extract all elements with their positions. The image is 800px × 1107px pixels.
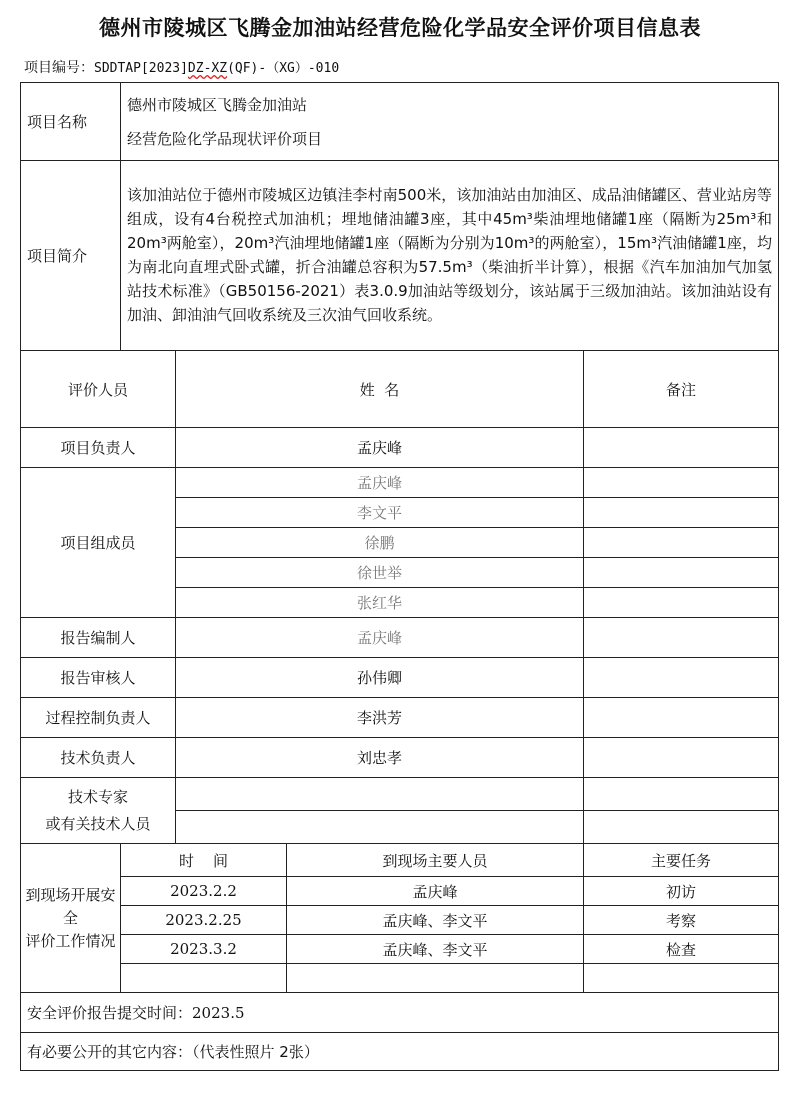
site-work-time: 2023.2.25	[121, 906, 287, 935]
site-work-row	[21, 877, 779, 906]
team-member: 徐世举	[176, 558, 584, 588]
info-table	[20, 82, 779, 1071]
site-work-header-time: 时 间	[121, 844, 287, 877]
team-member-remark	[584, 498, 779, 528]
site-work-time: 2023.3.2	[121, 935, 287, 964]
site-work-header-task: 主要任务	[584, 844, 779, 877]
team-member: 孟庆峰	[176, 468, 584, 498]
project-intro-label: 项目简介	[21, 161, 121, 351]
project-leader-name: 孟庆峰	[176, 428, 584, 468]
personnel-header-role: 评价人员	[21, 351, 176, 428]
site-work-row	[21, 906, 779, 935]
other-content-row	[21, 1033, 779, 1071]
tech-lead-row	[21, 738, 779, 778]
experts-row	[21, 778, 779, 811]
team-member: 徐鹏	[176, 528, 584, 558]
tech-lead-label: 技术负责人	[21, 738, 176, 778]
team-row	[21, 468, 779, 498]
team-member: 张红华	[176, 588, 584, 618]
team-label: 项目组成员	[21, 468, 176, 618]
site-work-header-people: 到现场主要人员	[287, 844, 584, 877]
site-work-time: 2023.2.2	[121, 877, 287, 906]
site-work-row	[21, 964, 779, 993]
experts-remark	[584, 811, 779, 844]
project-name-line2: 经营危险化学品现状评价项目	[127, 129, 323, 148]
team-member-remark	[584, 588, 779, 618]
site-work-people: 孟庆峰	[287, 877, 584, 906]
site-work-task: 初访	[584, 877, 779, 906]
project-leader-remark	[584, 428, 779, 468]
team-member-remark	[584, 468, 779, 498]
team-member: 李文平	[176, 498, 584, 528]
experts-label-line2: 或有关技术人员	[45, 814, 151, 833]
project-intro-text: 该加油站位于德州市陵城区边镇洼李村南500米，该加油站由加油区、成品油储罐区、营业站房等组成，设有4台税控式加油机；埋地储油罐3座，其中45m³柴油埋地储罐1座（隔断为25m³和20m³两舱室），20m³汽油埋地储罐1座（隔断为分别为10m³的两舱室），15m³汽油储罐1座，均为南北向直埋式卧式罐，折合油罐总容积为57.5m³（柴油折半计算），根据《汽车加油加气加氢站技术标准》（GB50156-2021）表3.0.9加油站等级划分，该站属于三级加油站。该加油站设有加油、卸油油气回收系统及三次油气回收系统。	[121, 161, 779, 351]
experts-name	[176, 811, 584, 844]
process-control-name: 李洪芳	[176, 698, 584, 738]
site-work-label-line1: 到现场开展安全	[25, 885, 116, 927]
submission-label: 安全评价报告提交时间：	[27, 1004, 193, 1022]
report-reviewer-name: 孙伟卿	[176, 658, 584, 698]
tech-lead-name: 刘忠孝	[176, 738, 584, 778]
site-work-people: 孟庆峰、李文平	[287, 935, 584, 964]
report-author-label: 报告编制人	[21, 618, 176, 658]
project-intro-row	[21, 161, 779, 351]
project-number-code-prefix: SDDTAP[2023]	[94, 61, 188, 76]
site-work-time	[121, 964, 287, 993]
process-control-row	[21, 698, 779, 738]
site-work-header-row	[21, 844, 779, 877]
site-work-people: 孟庆峰、李文平	[287, 906, 584, 935]
team-member-remark	[584, 558, 779, 588]
experts-remark	[584, 778, 779, 811]
project-number-code-flagged: DZ-XZ	[187, 61, 228, 76]
experts-label-line1: 技术专家	[67, 787, 128, 806]
process-control-label: 过程控制负责人	[21, 698, 176, 738]
other-content: 有必要公开的其它内容：（代表性照片 2张）	[21, 1033, 779, 1071]
submission-value: 2023.5	[192, 1004, 245, 1022]
site-work-row	[21, 935, 779, 964]
report-author-row	[21, 618, 779, 658]
personnel-header-name: 姓 名	[176, 351, 584, 428]
document-title: 德州市陵城区飞腾金加油站经营危险化学品安全评价项目信息表	[99, 16, 701, 40]
project-name-label: 项目名称	[21, 83, 121, 161]
submission-row	[21, 993, 779, 1033]
site-work-task: 检查	[584, 935, 779, 964]
project-leader-label: 项目负责人	[21, 428, 176, 468]
report-author-name: 孟庆峰	[176, 618, 584, 658]
personnel-header-row	[21, 351, 779, 428]
project-number	[24, 57, 339, 77]
site-work-label-line2: 评价工作情况	[25, 931, 116, 950]
project-number-label: 项目编号：	[24, 60, 94, 76]
experts-label	[21, 778, 176, 844]
personnel-header-remark: 备注	[584, 351, 779, 428]
project-leader-row	[21, 428, 779, 468]
report-reviewer-remark	[584, 658, 779, 698]
submission-cell	[21, 993, 779, 1033]
report-reviewer-label: 报告审核人	[21, 658, 176, 698]
site-work-label	[21, 844, 121, 993]
site-work-task: 考察	[584, 906, 779, 935]
site-work-people	[287, 964, 584, 993]
project-number-code-suffix: (QF)-（XG）-010	[227, 61, 340, 76]
project-name-value	[121, 83, 779, 161]
site-work-task	[584, 964, 779, 993]
report-reviewer-row	[21, 658, 779, 698]
report-author-remark	[584, 618, 779, 658]
project-name-row	[21, 83, 779, 161]
tech-lead-remark	[584, 738, 779, 778]
project-name-line1: 德州市陵城区飞腾金加油站	[127, 95, 308, 114]
team-member-remark	[584, 528, 779, 558]
experts-name	[176, 778, 584, 811]
process-control-remark	[584, 698, 779, 738]
